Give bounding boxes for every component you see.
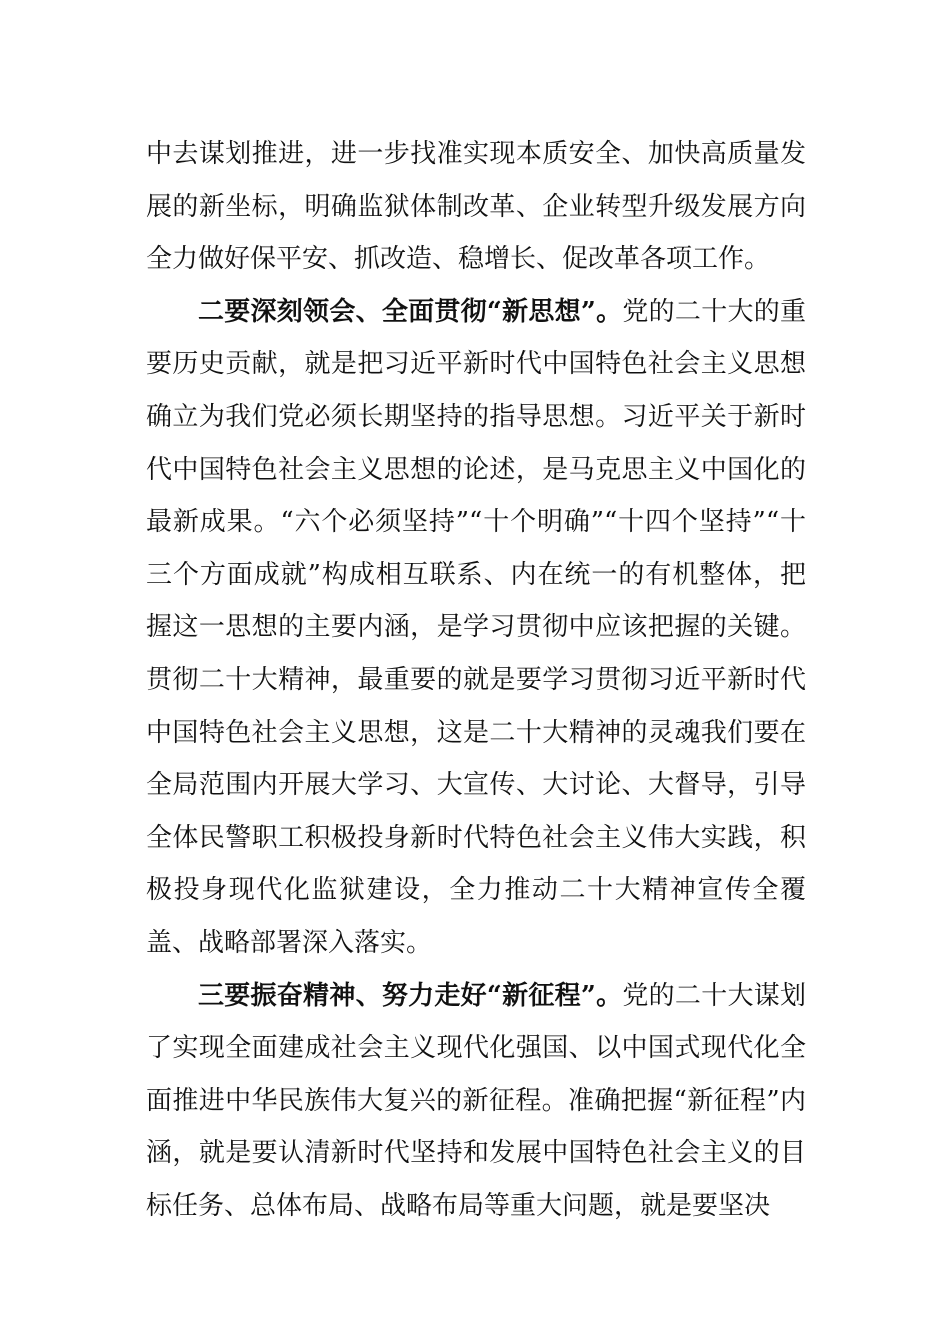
paragraph-text: 党的二十大谋划了实现全面建成社会主义现代化强国、以中国式现代化全面推进中华民族伟大复兴的新征程。准确把握“新征程”内涵，就是要认清新时代坚持和发展中国特色社会主义的目标任务、总体布局、战略布局等重大问题，就是要坚决 [146,980,806,1221]
paragraph-text: 党的二十大的重要历史贡献，就是把习近平新时代中国特色社会主义思想确立为我们党必须长期坚持的指导思想。习近平关于新时代中国特色社会主义思想的论述，是马克思主义中国化的最新成果。“六个必须坚持”“十个明确”“十四个坚持”“十三个方面成就”构成相互联系、内在统一的有机整体，把握这一思想的主要内涵，是学习贯彻中应该把握的关键。贯彻二十大精神，最重要的就是要学习贯彻习近平新时代中国特色社会主义思想，这是二十大精神的灵魂我们要在全局范围内开展大学习、大宣传、大讨论、大督导，引导全体民警职工积极投身新时代特色社会主义伟大实践，积极投身现代化监狱建设，全力推动二十大精神宣传全覆盖、战略部署深入落实。 [146,296,806,958]
paragraph-new-thought [146,286,806,970]
document-body [146,128,806,1232]
paragraph-continuation [146,128,806,286]
paragraph-text: 中去谋划推进，进一步找准实现本质安全、加快高质量发展的新坐标，明确监狱体制改革、企业转型升级发展方向全力做好保平安、抓改造、稳增长、促改革各项工作。 [146,139,806,275]
paragraph-heading: 二要深刻领会、全面贯彻“新思想”。 [198,296,623,327]
paragraph-new-journey [146,970,806,1233]
paragraph-heading: 三要振奋精神、努力走好“新征程”。 [198,980,623,1011]
